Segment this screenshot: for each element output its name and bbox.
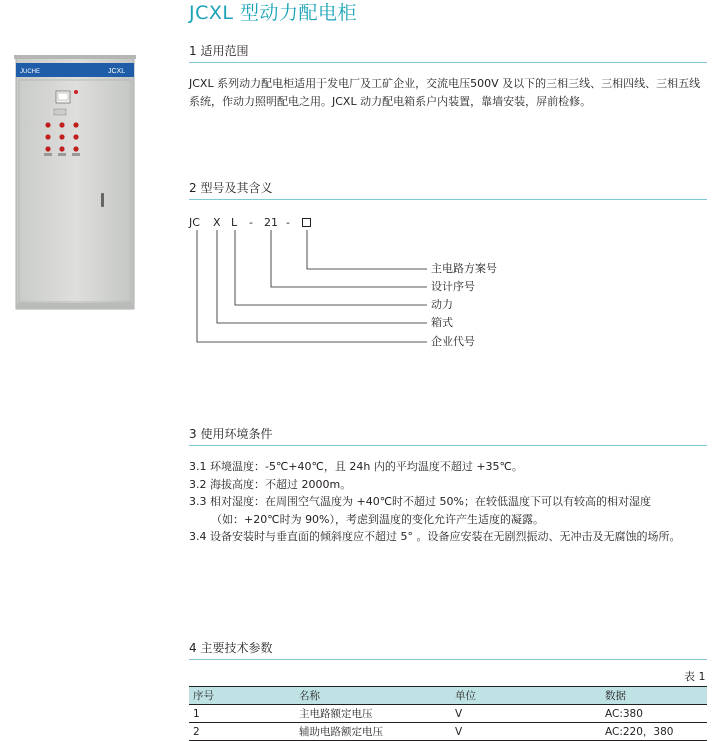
section-2-heading: 2 型号及其含义 xyxy=(189,180,707,200)
section-1-text: JCXL 系列动力配电柜适用于发电厂及工矿企业，交流电压500V 及以下的三相三线、三相四线、三相五线系统，作动力照明配电之用。JCXL 动力配电箱系户内装置，靠墙安装，屏前检修。 xyxy=(189,77,701,108)
cabinet-brand-text: JUCHE xyxy=(20,69,41,75)
legend-power: 动力 xyxy=(431,298,453,311)
code-part-dash-2: - xyxy=(286,216,290,229)
page-title: JCXL 型动力配电柜 xyxy=(189,2,358,24)
code-part-dash-1: - xyxy=(249,216,253,229)
code-part-design-no: 21 xyxy=(264,216,278,229)
legend-design-no: 设计序号 xyxy=(431,280,475,293)
table-cell: V xyxy=(451,705,601,723)
table-header-row xyxy=(189,687,707,705)
section-3-list xyxy=(189,458,709,546)
code-part-enterprise: JC xyxy=(189,216,200,229)
leader-power xyxy=(235,230,427,305)
table-caption: 表 1 xyxy=(684,670,706,683)
table-cell: 主电路额定电压 xyxy=(295,705,451,723)
code-part-box: X xyxy=(213,216,221,229)
condition-item: 3.3 相对湿度：在周围空气温度为 +40℃时不超过 50%；在较低温度下可以有较高的相对湿度 xyxy=(189,495,651,508)
table-cell: 1 xyxy=(189,705,295,723)
cabinet-model-text: JCXL xyxy=(108,68,126,75)
column-header: 数据 xyxy=(601,687,707,705)
leader-box xyxy=(217,230,427,323)
condition-item: 3.4 设备安装时与垂直面的倾斜度应不超过 5° 。设备应安装在无剧烈振动、无冲击及无腐蚀的场所。 xyxy=(189,530,681,543)
table-cell: AC:380 xyxy=(601,705,707,723)
condition-item: 3.2 海拔高度：不超过 2000m。 xyxy=(189,477,352,491)
params-table xyxy=(189,686,707,741)
table-cell: AC:220，380 xyxy=(601,723,707,741)
legend-scheme-no: 主电路方案号 xyxy=(431,262,497,275)
table-cell: 辅助电路额定电压 xyxy=(295,723,451,741)
section-4-heading: 4 主要技术参数 xyxy=(189,640,707,660)
condition-item: （如：+20℃时为 90%），考虑到温度的变化允许产生适度的凝露。 xyxy=(211,512,545,526)
table-row xyxy=(189,705,707,723)
legend-enterprise: 企业代号 xyxy=(431,335,475,348)
column-header: 名称 xyxy=(295,687,451,705)
column-header: 单位 xyxy=(451,687,601,705)
table-row xyxy=(189,723,707,741)
section-1-heading: 1 适用范围 xyxy=(189,43,707,63)
leader-design xyxy=(271,230,427,287)
table-cell: 2 xyxy=(189,723,295,741)
leader-enterprise xyxy=(197,230,427,342)
section-3-heading: 3 使用环境条件 xyxy=(189,426,707,446)
table-cell: V xyxy=(451,723,601,741)
code-part-power: L xyxy=(231,216,238,229)
leader-scheme xyxy=(307,230,427,269)
legend-box: 箱式 xyxy=(431,316,453,329)
condition-item: 3.1 环境温度：-5℃+40℃，且 24h 内的平均温度不超过 +35℃。 xyxy=(189,460,523,473)
column-header: 序号 xyxy=(189,687,295,705)
